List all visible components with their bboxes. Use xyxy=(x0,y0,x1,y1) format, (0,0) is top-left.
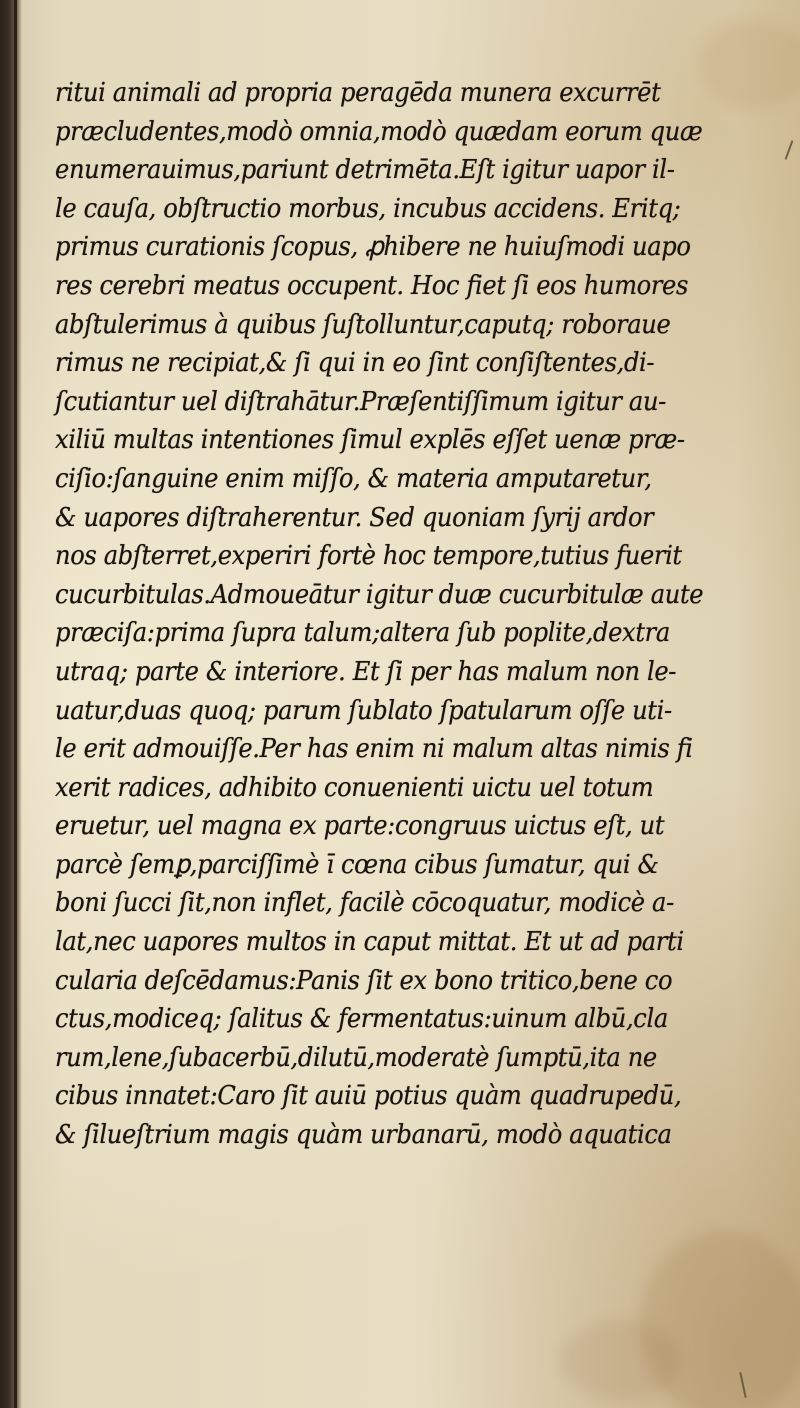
text-line: uatur,duas quoq; parum ſublato ſpatularum oſſe uti- xyxy=(55,695,672,726)
text-line: præciſa:prima ſupra talum;altera ſub poplite,dextra xyxy=(55,618,670,649)
text-line: xerit radices, adhibito conuenienti uictu uel totum xyxy=(55,772,654,803)
text-line: abſtulerimus à quibus ſuſtolluntur,caputq; roboraue xyxy=(55,309,671,340)
text-line: enumerauimus,pariunt detrimēta.Eſt igitur uapor il- xyxy=(55,155,675,186)
text-line: res cerebri meatus occupent. Hoc fiet ſi eos humores xyxy=(55,270,689,301)
text-line: nos abſterret,experiri fortè hoc tempore,tutius fuerit xyxy=(55,541,682,572)
page-binding-edge xyxy=(0,0,22,1408)
gutter-line xyxy=(14,0,17,1408)
margin-mark xyxy=(785,140,794,159)
text-line: xiliū multas intentiones ſimul explēs eſſet uenæ præ- xyxy=(55,425,685,456)
text-line: & ſilueſtrium magis quàm urbanarū, modò aquatica xyxy=(55,1120,672,1151)
text-line: le erit admouiſſe.Per has enim ni malum altas nimis fi xyxy=(55,734,693,765)
text-line: parcè ſemꝑ,parciſſimè ī cœna cibus ſumatur, qui & xyxy=(55,849,659,880)
text-line: cucurbitulas.Admoueātur igitur duæ cucurbitulæ aute xyxy=(55,579,704,610)
text-line: primus curationis ſcopus, ꝓhibere ne huiuſmodi uapo xyxy=(55,232,691,263)
text-line: ritui animali ad propria peragēda munera excurrēt xyxy=(55,78,661,108)
text-line: ciſio:ſanguine enim miſſo, & materia amputaretur, xyxy=(55,463,652,494)
text-line: præcludentes,modò omnia,modò quædam eorum quæ xyxy=(55,116,703,147)
text-line: lat,nec uapores multos in caput mittat. Et ut ad parti xyxy=(55,927,684,958)
text-line: boni ſucci ſit,non inflet, facilè cōcoquatur, modicè a- xyxy=(55,888,674,919)
text-line: eruetur, uel magna ex parte:congruus uictus eſt, ut xyxy=(55,811,665,842)
text-line: utraq; parte & interiore. Et ſi per has malum non le- xyxy=(55,656,677,687)
text-line: rimus ne recipiat,& ſi qui in eo ſint conſiſtentes,di- xyxy=(55,348,655,379)
text-line: le cauſa, obſtructio morbus, incubus accidens. Eritq; xyxy=(55,193,681,224)
text-line: & uapores diſtraherentur. Sed quoniam ſyrij ardor xyxy=(55,502,654,533)
paper-stain xyxy=(560,1320,680,1400)
text-line: cibus innatet:Caro ſit auiū potius quàm quadrupedū, xyxy=(55,1081,682,1112)
paper-stain xyxy=(700,20,800,110)
text-line: rum,lene,ſubacerbū,dilutū,moderatè ſumptū,ita ne xyxy=(55,1042,657,1073)
body-text xyxy=(55,74,704,1155)
text-line: cularia deſcēdamus:Panis ſit ex bono tritico,bene co xyxy=(55,965,673,996)
text-line: ſcutiantur uel diſtrahātur.Præſentiſſimum igitur au- xyxy=(55,386,666,417)
text-line: ctus,modiceq; ſalitus & fermentatus:uinum albū,cla xyxy=(55,1004,668,1035)
